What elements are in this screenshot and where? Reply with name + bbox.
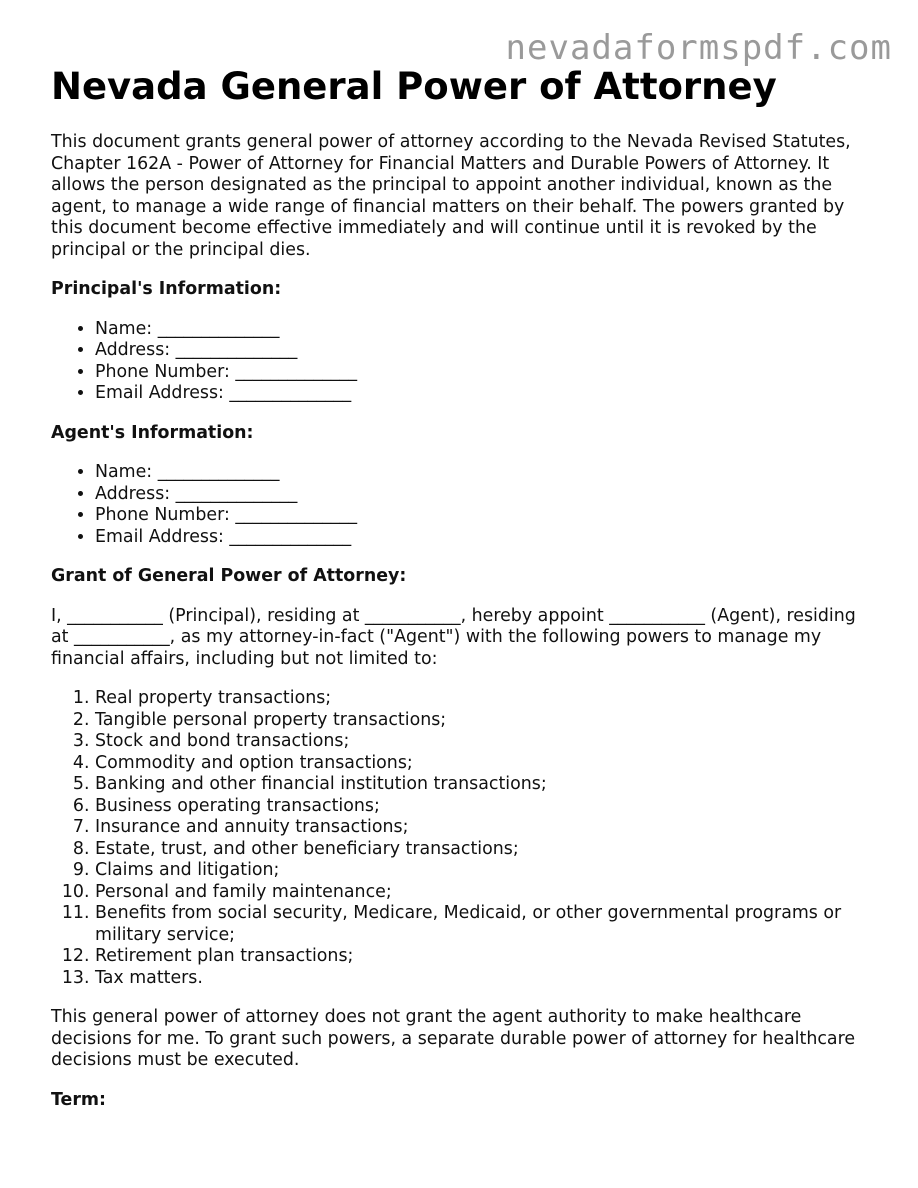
principal-email-field: • Email Address: ______________ <box>95 383 861 405</box>
healthcare-disclaimer-paragraph: This general power of attorney does not grant the agent authority to make healthcare decisions for me. To grant such powers, a separate durable power of attorney for healthcare decisions must be executed. <box>51 1007 856 1070</box>
agent-fields-list <box>51 462 861 548</box>
power-item: 12. Retirement plan transactions; <box>95 946 861 968</box>
power-item: 4. Commodity and option transactions; <box>95 753 861 775</box>
power-item: 11. Benefits from social security, Medicare, Medicaid, or other governmental programs or military service; <box>95 903 861 946</box>
watermark: nevadaformspdf.com <box>505 28 892 68</box>
term-heading: Term: <box>51 1089 106 1110</box>
power-item: 3. Stock and bond transactions; <box>95 731 861 753</box>
principal-address-field: • Address: ______________ <box>95 340 861 362</box>
grant-paragraph: I, ___________ (Principal), residing at ___________, hereby appoint ___________ (Agent), residing at ___________, as my attorney-in-fact ("Agent") with the following powers to manage my financial affairs, including but not limited to: <box>51 605 856 669</box>
power-item: 13. Tax matters. <box>95 968 861 990</box>
power-item: 5. Banking and other financial institution transactions; <box>95 774 861 796</box>
power-item: 2. Tangible personal property transactions; <box>95 710 861 732</box>
document-body <box>51 64 861 1111</box>
agent-heading: Agent's Information: <box>51 422 254 443</box>
principal-fields-list <box>51 319 861 405</box>
grant-heading: Grant of General Power of Attorney: <box>51 566 407 586</box>
agent-email-field: • Email Address: ______________ <box>95 527 861 549</box>
agent-address-field: • Address: ______________ <box>95 484 861 506</box>
power-item: 7. Insurance and annuity transactions; <box>95 817 861 839</box>
power-item: 9. Claims and litigation; <box>95 860 861 882</box>
power-item: 1. Real property transactions; <box>95 688 861 710</box>
power-item: 8. Estate, trust, and other beneficiary transactions; <box>95 839 861 861</box>
power-item: 6. Business operating transactions; <box>95 796 861 818</box>
intro-paragraph: This document grants general power of attorney according to the Nevada Revised Statutes, Chapter 162A - Power of Attorney for Financial Matters and Durable Powers of Attorney. It allows the person designated as the principal to appoint another individual, known as the agent, to manage a wide range of financial matters on their behalf. The powers granted by this document become effective immediately and will continue until it is revoked by the principal or the principal dies. <box>51 132 851 260</box>
principal-heading: Principal's Information: <box>51 279 282 299</box>
principal-name-field: • Name: ______________ <box>95 319 861 341</box>
principal-phone-field: • Phone Number: ______________ <box>95 362 861 384</box>
document-title: Nevada General Power of Attorney <box>51 65 777 108</box>
powers-list <box>51 688 861 989</box>
power-item: 10. Personal and family maintenance; <box>95 882 861 904</box>
agent-name-field: • Name: ______________ <box>95 462 861 484</box>
agent-phone-field: • Phone Number: ______________ <box>95 505 861 527</box>
